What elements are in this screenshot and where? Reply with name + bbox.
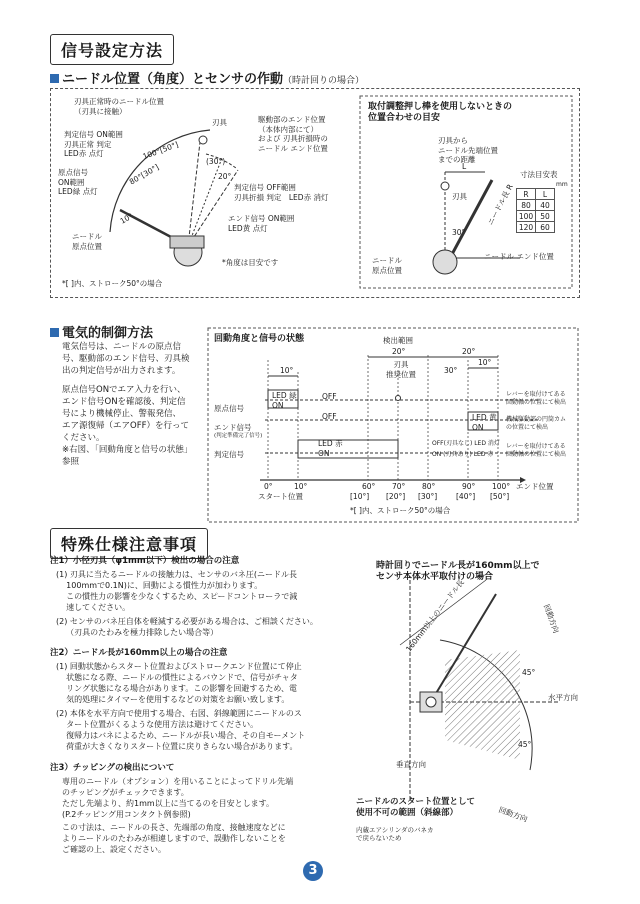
timing-30: 30°	[444, 366, 458, 375]
note3-item2: この寸法は、ニードルの長さ、先端部の角度、接触速度などに よりニードルのたわみが相違しますので、誤動作しないことを ご確認の上、設定ください。	[62, 823, 286, 854]
inset-tool-icon	[441, 182, 449, 190]
label-tool: 刃具	[212, 118, 227, 127]
label-20deg: 20°	[218, 172, 232, 181]
note3-head: 注3）チッピングの検出について	[50, 763, 175, 773]
timing-tool-normal: 刃具 推奨位置	[386, 360, 416, 379]
timing-row-judge: 判定信号	[214, 450, 244, 459]
tick-10: 10°	[294, 482, 308, 491]
label-80deg: 80°[30°]	[127, 162, 161, 187]
tool-icon	[199, 136, 207, 144]
special-horizontal: 水平方向	[548, 693, 578, 702]
special-rot-dir2: 回動方向	[497, 805, 529, 824]
tick-b30: [30°]	[418, 492, 438, 501]
dimension-table	[516, 188, 555, 233]
timing-10b: 10°	[478, 358, 492, 367]
needle-heading-text: ニードル位置（角度）とセンサの作動	[62, 72, 284, 87]
timing-10a: 10°	[280, 366, 294, 375]
timing-row-origin: 原点信号	[214, 404, 244, 413]
special-fig-title: 時計回りでニードル長が160mm以上で センサ本体水平取付けの場合	[376, 561, 540, 582]
section-title-signal: 信号設定方法	[50, 34, 174, 65]
inset-label-R: ニードル長 R	[485, 182, 515, 227]
special-needle-len: 160mm以上のニードル長	[404, 577, 466, 654]
control-para2: 原点信号ONでエア入力を行い、 エンド信号ONを確認後、判定信 号により機械停止、警報発信、 エア源復帰（エアOFF）を行って ください。 ※右図、「回動角度と信号の状態」 参照	[62, 385, 193, 467]
dim-cell: 60	[536, 222, 555, 233]
label-end-signal: エンド信号 ON範囲 LED黄 点灯	[228, 214, 295, 233]
timing-off-break: OFF(刃具なし) LED 消灯	[432, 440, 500, 447]
timing-led-yellow: LED 黄 ON	[472, 413, 497, 432]
label-30deg: (30°)	[206, 157, 226, 166]
dim-cell: 40	[536, 200, 555, 211]
note1-item2: (2) センサのバネ圧自体を軽減する必要がある場合は、ご相談ください。 （刃具のたわみを極力排除したい場合等）	[56, 617, 318, 637]
square-bullet-icon	[50, 328, 59, 337]
timing-title: 回動角度と信号の状態	[214, 334, 305, 344]
label-stroke-note: *[ ]内、ストローク50°の場合	[62, 279, 163, 288]
control-para1: 電気信号は、ニードルの原点信 号、駆動部のエンド信号、刃具検 出の判定信号が出力されます。	[62, 342, 190, 376]
tick-70: 70°	[392, 482, 406, 491]
inset-desc: 刃具から ニードル先端位置 までの距離	[438, 136, 498, 164]
label-judge-off: 判定信号 OFF範囲 刃具折損 判定 LED赤 消灯	[234, 183, 329, 202]
timing-off1: OFF	[322, 392, 337, 401]
timing-end: エンド位置	[516, 482, 554, 491]
note2-item1: (1) 回動状態からスタート位置およびストロークエンド位置にて停止 状態になる際、ニードルの慣性によるバウンドで、信号がチャタ リング状態になる場合があります。この影響を回避するため、電 気的処理にタイマーを使用するなどの対策をお願い致します。	[56, 662, 302, 704]
needle-heading-note: （時計回りの場合）	[283, 76, 365, 86]
dim-header-r: R	[517, 189, 536, 200]
inset-label-L: L	[462, 162, 467, 171]
tick-0: 0°	[264, 482, 273, 491]
special-caption2: 内蔵エアシリンダのバネカ で戻らないため	[356, 826, 434, 842]
control-heading	[50, 322, 153, 341]
dim-cell: 80	[517, 200, 536, 211]
section-title-special: 特殊仕様注意事項	[50, 528, 208, 559]
label-100deg: 100°[50°]	[141, 139, 180, 162]
inset-dim-unit: mm	[556, 181, 568, 188]
timing-note-r2: 機械駆動部の円筒カム の位置にて検出	[506, 416, 567, 431]
sensor-block	[170, 236, 204, 248]
tick-100: 100°	[492, 482, 511, 491]
inset-label-end: ニードル エンド位置	[484, 252, 554, 261]
inset-body-icon	[433, 250, 457, 274]
page-number: 3	[303, 861, 323, 881]
special-45a: 45°	[522, 668, 536, 677]
special-rot-dir1: 回動方向	[541, 603, 561, 635]
timing-off2: OFF	[322, 412, 337, 421]
dim-cell: 120	[517, 222, 536, 233]
tick-90: 90°	[462, 482, 476, 491]
timing-row-end: エンド信号	[214, 423, 252, 432]
timing-note-r3: レバーを取付けてある 回動軸の位置にて検出	[506, 443, 567, 458]
label-normal-needle: 刃具正常時のニードル位置 （刃具に接触）	[74, 97, 164, 116]
label-judge-on: 判定信号 ON範囲 刃具正常 判定 LED赤 点灯	[64, 130, 123, 158]
timing-row-end-sub: (判定準備完了信号)	[214, 433, 263, 439]
timing-on-tool: ON (刃具あり) LED 赤	[432, 451, 494, 458]
note3-item1: 専用のニードル（オプション）を用いることによってドリル先端 のチッピングがチェックできます。 ただし先端より、約1mm以上に当てるのを目安とします。 (P.2チッピング用コンタクト例参照)	[62, 777, 294, 819]
timing-20a: 20°	[392, 347, 406, 356]
inset-dim-title: 寸法目安表	[520, 170, 558, 179]
note1-head: 注1）小径刃具（φ1mm以下）検出の場合の注意	[50, 556, 240, 566]
tick-60: 60°	[362, 482, 376, 491]
timing-note-r1: レバーを取付けてある 回動軸の位置にて検出	[506, 391, 567, 406]
timing-start: スタート位置	[258, 492, 303, 501]
timing-detect-range: 検出範囲	[383, 336, 413, 345]
timing-led-green: LED 緑 ON	[272, 391, 297, 410]
dim-header-l: L	[536, 189, 555, 200]
dim-cell: 50	[536, 211, 555, 222]
timing-led-red: LED 赤 ON	[318, 439, 343, 458]
special-caption: ニードルのスタート位置として 使用不可の範囲（斜線部）	[356, 797, 476, 818]
tick-b20: [20°]	[386, 492, 406, 501]
tick-b10: [10°]	[350, 492, 370, 501]
tick-80: 80°	[422, 482, 436, 491]
timing-20b: 20°	[462, 347, 476, 356]
note2-item2: (2) 本体を水平方向で使用する場合、右図、斜線範囲にニードルのス タート位置がくるような使用方法は避けてください。 復帰力はバネによるため、ニードルが長い場合、その自モーメント 荷重が大きくなりスタート位置に戻りきらない場合があります。	[56, 709, 306, 751]
control-heading-text: 電気的制御方法	[62, 326, 154, 341]
tick-b40: [40°]	[456, 492, 476, 501]
label-drive-end: 駆動部のエンド位置 （本体内部にて） および 刃具折損時の ニードル エンド位置	[258, 115, 328, 153]
inset-title: 取付調整押し棒を使用しないときの 位置合わせの目安	[368, 102, 513, 123]
special-vertical: 垂直方向	[396, 760, 426, 769]
label-origin-signal: 原点信号 ON範囲 LED緑 点灯	[58, 168, 98, 196]
special-45b: 45°	[518, 740, 532, 749]
inset-label-origin: ニードル 原点位置	[372, 256, 402, 275]
timing-note: *[ ]内、ストローク50°の場合	[350, 506, 451, 515]
inset-label-tool: 刃具	[452, 192, 467, 201]
label-10deg: 10°	[118, 211, 135, 226]
note1-item1: (1) 刃具に当たるニードルの接触力は、センサのバネ圧(ニードル長 100mmで0.1N)に、回動による慣性力が加わります。 この慣性力の影響を少なくするため、スピードコントローラで減 速してください。	[56, 570, 298, 612]
note2-head: 注2）ニードル長が160mm以上の場合の注意	[50, 648, 228, 658]
tick-b50: [50°]	[490, 492, 510, 501]
label-needle-origin: ニードル 原点位置	[72, 232, 102, 251]
dim-cell: 100	[517, 211, 536, 222]
label-angle-note: *角度は目安です	[222, 258, 279, 267]
inset-label-30: 30°	[452, 228, 466, 237]
